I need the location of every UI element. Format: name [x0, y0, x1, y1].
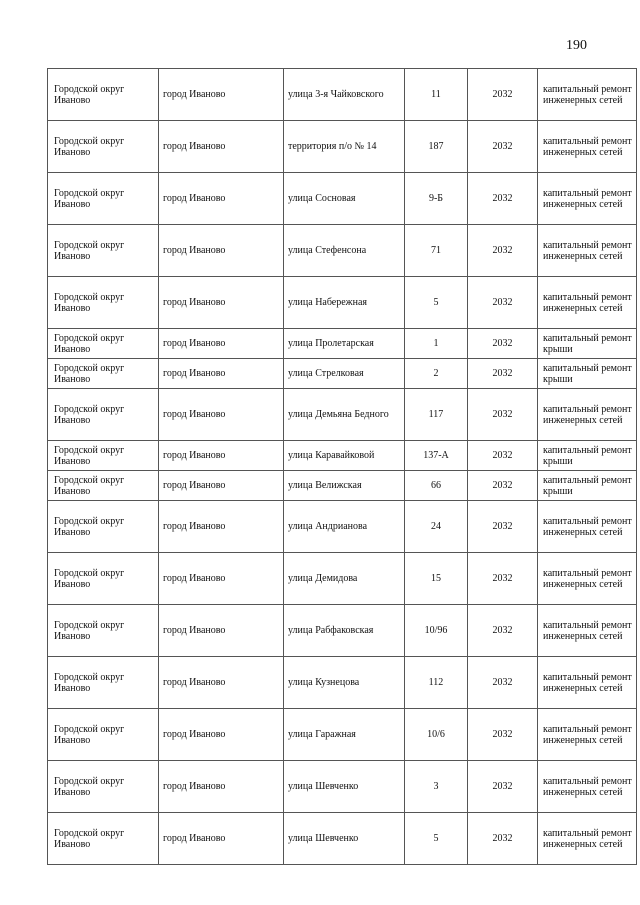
- cell-district: Городской округ Иваново: [48, 709, 159, 761]
- cell-year: 2032: [468, 225, 538, 277]
- cell-year: 2032: [468, 359, 538, 389]
- cell-city: город Иваново: [159, 277, 284, 329]
- cell-work: капитальный ремонт инженерных сетей: [538, 657, 637, 709]
- cell-house: 9-Б: [405, 173, 468, 225]
- cell-city: город Иваново: [159, 813, 284, 865]
- table-row: [48, 173, 637, 225]
- table-row: [48, 277, 637, 329]
- cell-district: Городской округ Иваново: [48, 277, 159, 329]
- cell-work: капитальный ремонт крыши: [538, 471, 637, 501]
- cell-year: 2032: [468, 329, 538, 359]
- table-row: [48, 329, 637, 359]
- table-row: [48, 121, 637, 173]
- repair-schedule-table: [47, 68, 637, 865]
- cell-work: капитальный ремонт крыши: [538, 441, 637, 471]
- cell-city: город Иваново: [159, 359, 284, 389]
- cell-street: улица Демьяна Бедного: [284, 389, 405, 441]
- table-row: [48, 225, 637, 277]
- cell-district: Городской округ Иваново: [48, 441, 159, 471]
- cell-city: город Иваново: [159, 657, 284, 709]
- table-row: [48, 359, 637, 389]
- cell-street: улица Стрелковая: [284, 359, 405, 389]
- cell-street: улица Стефенсона: [284, 225, 405, 277]
- cell-year: 2032: [468, 441, 538, 471]
- cell-district: Городской округ Иваново: [48, 553, 159, 605]
- cell-house: 10/6: [405, 709, 468, 761]
- cell-district: Городской округ Иваново: [48, 225, 159, 277]
- table-row: [48, 761, 637, 813]
- cell-house: 187: [405, 121, 468, 173]
- cell-house: 71: [405, 225, 468, 277]
- cell-house: 5: [405, 277, 468, 329]
- table-row: [48, 389, 637, 441]
- cell-street: улица Каравайковой: [284, 441, 405, 471]
- cell-work: капитальный ремонт инженерных сетей: [538, 605, 637, 657]
- cell-city: город Иваново: [159, 471, 284, 501]
- cell-city: город Иваново: [159, 553, 284, 605]
- cell-year: 2032: [468, 471, 538, 501]
- cell-work: капитальный ремонт инженерных сетей: [538, 389, 637, 441]
- cell-street: улица Шевченко: [284, 761, 405, 813]
- cell-work: капитальный ремонт инженерных сетей: [538, 173, 637, 225]
- cell-year: 2032: [468, 69, 538, 121]
- table-row: [48, 813, 637, 865]
- cell-work: капитальный ремонт инженерных сетей: [538, 69, 637, 121]
- table-row: [48, 553, 637, 605]
- cell-house: 2: [405, 359, 468, 389]
- cell-year: 2032: [468, 553, 538, 605]
- table-body: [48, 69, 637, 865]
- page-number: 190: [566, 38, 587, 53]
- cell-house: 11: [405, 69, 468, 121]
- cell-district: Городской округ Иваново: [48, 605, 159, 657]
- cell-street: улица Кузнецова: [284, 657, 405, 709]
- cell-house: 66: [405, 471, 468, 501]
- cell-district: Городской округ Иваново: [48, 657, 159, 709]
- cell-street: улица Рабфаковская: [284, 605, 405, 657]
- cell-year: 2032: [468, 277, 538, 329]
- cell-district: Городской округ Иваново: [48, 389, 159, 441]
- cell-street: улица Набережная: [284, 277, 405, 329]
- cell-district: Городской округ Иваново: [48, 501, 159, 553]
- cell-district: Городской округ Иваново: [48, 173, 159, 225]
- cell-house: 117: [405, 389, 468, 441]
- table-row: [48, 471, 637, 501]
- cell-work: капитальный ремонт инженерных сетей: [538, 709, 637, 761]
- cell-year: 2032: [468, 389, 538, 441]
- cell-work: капитальный ремонт инженерных сетей: [538, 761, 637, 813]
- table-row: [48, 501, 637, 553]
- cell-district: Городской округ Иваново: [48, 69, 159, 121]
- table-row: [48, 709, 637, 761]
- cell-district: Городской округ Иваново: [48, 121, 159, 173]
- cell-house: 137-А: [405, 441, 468, 471]
- cell-house: 112: [405, 657, 468, 709]
- cell-city: город Иваново: [159, 225, 284, 277]
- cell-street: улица Велижская: [284, 471, 405, 501]
- cell-city: город Иваново: [159, 173, 284, 225]
- cell-house: 24: [405, 501, 468, 553]
- table-row: [48, 605, 637, 657]
- cell-city: город Иваново: [159, 501, 284, 553]
- cell-city: город Иваново: [159, 121, 284, 173]
- cell-work: капитальный ремонт крыши: [538, 359, 637, 389]
- cell-street: улица Гаражная: [284, 709, 405, 761]
- cell-house: 3: [405, 761, 468, 813]
- cell-district: Городской округ Иваново: [48, 471, 159, 501]
- cell-city: город Иваново: [159, 389, 284, 441]
- cell-city: город Иваново: [159, 709, 284, 761]
- cell-work: капитальный ремонт крыши: [538, 329, 637, 359]
- cell-street: улица Шевченко: [284, 813, 405, 865]
- cell-year: 2032: [468, 813, 538, 865]
- cell-year: 2032: [468, 501, 538, 553]
- cell-street: улица Демидова: [284, 553, 405, 605]
- cell-district: Городской округ Иваново: [48, 813, 159, 865]
- table-row: [48, 441, 637, 471]
- cell-city: город Иваново: [159, 69, 284, 121]
- cell-street: улица Пролетарская: [284, 329, 405, 359]
- cell-street: улица Андрианова: [284, 501, 405, 553]
- cell-district: Городской округ Иваново: [48, 761, 159, 813]
- cell-house: 10/96: [405, 605, 468, 657]
- cell-year: 2032: [468, 657, 538, 709]
- cell-district: Городской округ Иваново: [48, 329, 159, 359]
- cell-work: капитальный ремонт инженерных сетей: [538, 121, 637, 173]
- cell-house: 1: [405, 329, 468, 359]
- cell-work: капитальный ремонт инженерных сетей: [538, 277, 637, 329]
- cell-year: 2032: [468, 605, 538, 657]
- cell-work: капитальный ремонт инженерных сетей: [538, 501, 637, 553]
- cell-house: 5: [405, 813, 468, 865]
- table-row: [48, 657, 637, 709]
- cell-work: капитальный ремонт инженерных сетей: [538, 813, 637, 865]
- cell-street: улица 3-я Чайковского: [284, 69, 405, 121]
- cell-street: территория п/о № 14: [284, 121, 405, 173]
- cell-city: город Иваново: [159, 441, 284, 471]
- cell-district: Городской округ Иваново: [48, 359, 159, 389]
- cell-work: капитальный ремонт инженерных сетей: [538, 225, 637, 277]
- table-row: [48, 69, 637, 121]
- cell-city: город Иваново: [159, 605, 284, 657]
- cell-house: 15: [405, 553, 468, 605]
- cell-street: улица Сосновая: [284, 173, 405, 225]
- cell-city: город Иваново: [159, 761, 284, 813]
- cell-work: капитальный ремонт инженерных сетей: [538, 553, 637, 605]
- cell-year: 2032: [468, 709, 538, 761]
- cell-year: 2032: [468, 761, 538, 813]
- cell-city: город Иваново: [159, 329, 284, 359]
- cell-year: 2032: [468, 173, 538, 225]
- cell-year: 2032: [468, 121, 538, 173]
